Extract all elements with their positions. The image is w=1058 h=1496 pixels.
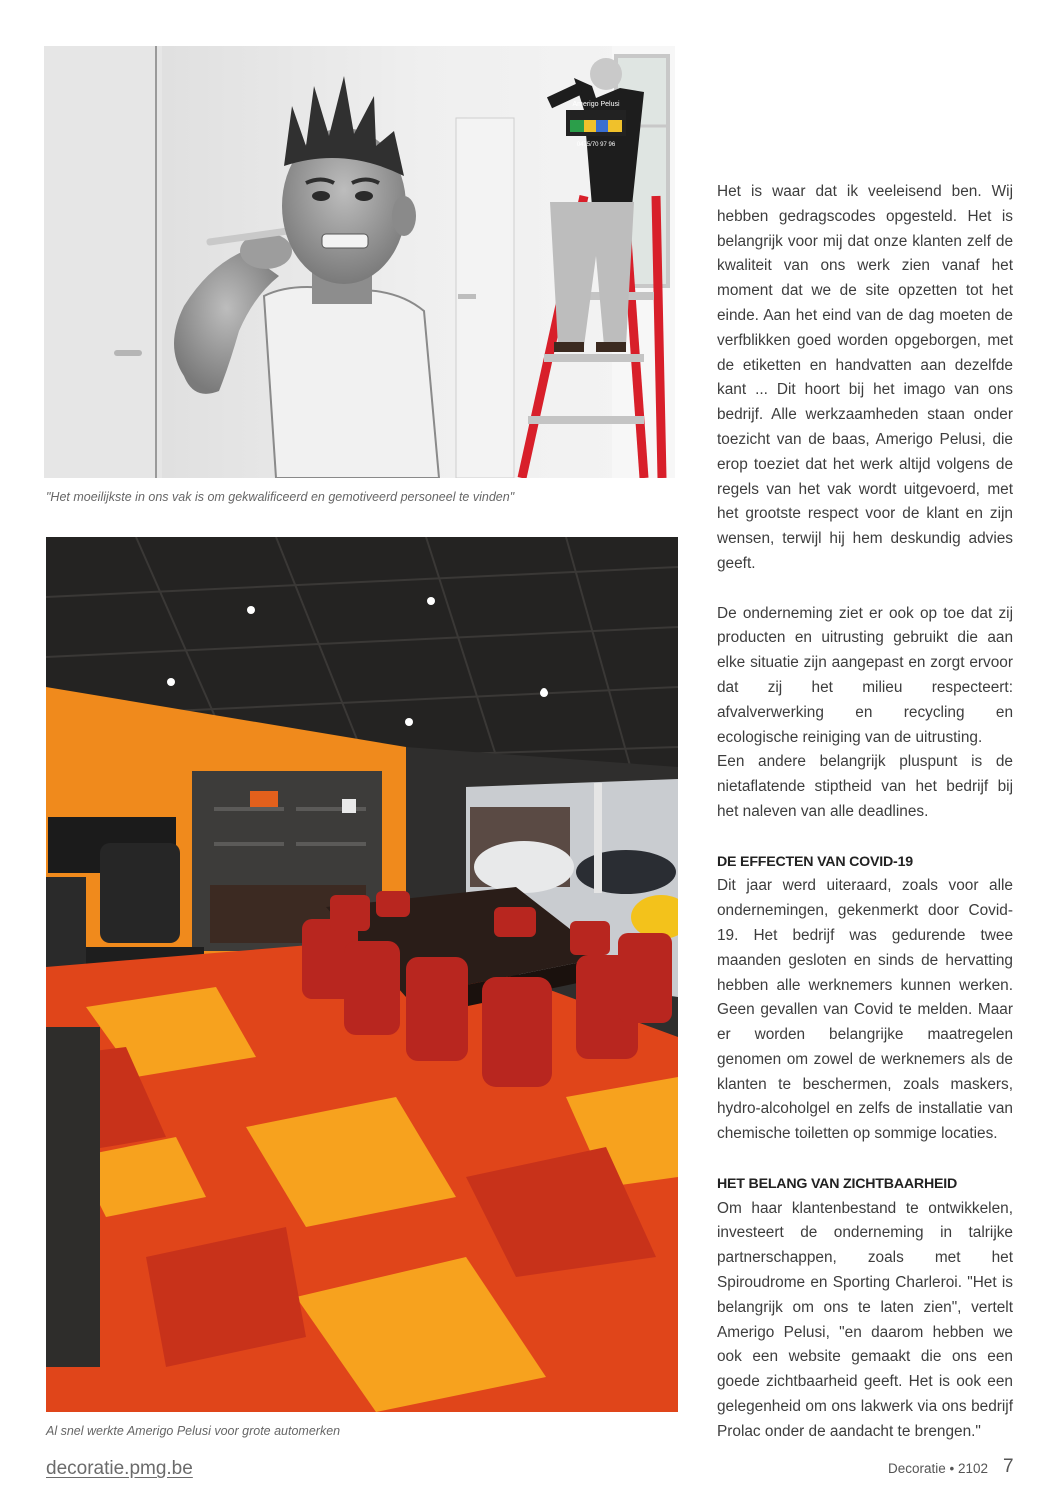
article-paragraph: Een andere belangrijk pluspunt is de nietaflatende stiptheid van het bedrijf bij het naleven van alle deadlines. [717,753,1013,820]
website-link[interactable]: decoratie.pmg.be [46,1458,193,1479]
article-column [717,180,1013,1445]
shirt-logo-text: Amerigo Pelusi [572,101,620,108]
page-number: 7 [1003,1456,1014,1477]
article-paragraph: De onderneming ziet er ook op toe dat zij producten en uitrusting gebruikt die aan elke situatie zijn aangepast en zorgt ervoor dat zij het milieu respecteert: afvalverwerking en recycling en ecologische reiniging van de uitrusting. [717,604,1013,746]
photo-meeting-room [46,537,678,1412]
article-paragraph: Om haar klantenbestand te ontwikkelen, investeert de onderneming in talrijke partnerschappen, zoals met het Spiroudrome en Sporting Charleroi. "Het is belangrijk om ons te laten zien", vertelt Amerigo Pelusi, "en daarom hebben we ook een website gemaakt die ons een goede zichtbaarheid geeft. Het is ook een gelegenheid om ons lakwerk via ons bedrijf Prolac onder de aandacht te brengen." [717,1199,1013,1440]
article-paragraph: Het is waar dat ik veeleisend ben. Wij hebben gedragscodes opgesteld. Het is belangrijk voor mij dat onze klanten zelf de kwaliteit van ons werk zien vanaf het moment dat we de site opzetten tot het einde. Aan het eind van de dag moeten de verfblikken goed worden opgeborgen, met de etiketten en handvatten aan dezelfde kant ... Dit hoort bij het imago van ons bedrijf. Alle werkzaamheden staan onder toezicht van de baas, Amerigo Pelusi, die erop toeziet dat het werk altijd volgens de regels van het vak wordt uitgevoerd, met het grootste respect voor de klant en zijn wensen, terwijl hij hem deskundig advies geeft. [717,183,1013,572]
section-heading-covid: DE EFFECTEN VAN COVID-19 [717,853,913,870]
photo-caption-bottom: Al snel werkte Amerigo Pelusi voor grote automerken [46,1424,341,1438]
photo-caption-top: "Het moeilijkste in ons vak is om gekwalificeerd en gemotiveerd personeel te vinden" [46,490,515,504]
shirt-phone-text: 0475/70 97 96 [576,142,616,148]
issue-label: Decoratie • 2102 [887,1461,988,1476]
section-heading-visibility: HET BELANG VAN ZICHTBAARHEID [717,1175,958,1192]
article-paragraph: Dit jaar werd uiteraard, zoals voor alle ondernemingen, gekenmerkt door Covid-19. Het bedrijf was gedurende twee maanden gesloten en sinds de hervatting hebben alle werknemers kunnen werken. Geen gevallen van Covid te melden. Maar er worden belangrijke maatregelen genomen om zowel de werknemers als de klanten te beschermen, zoals maskers, hydro-alcoholgel en zelfs de installatie van chemische toiletten op sommige locaties. [717,877,1013,1143]
photo-wall-mural [44,46,675,478]
